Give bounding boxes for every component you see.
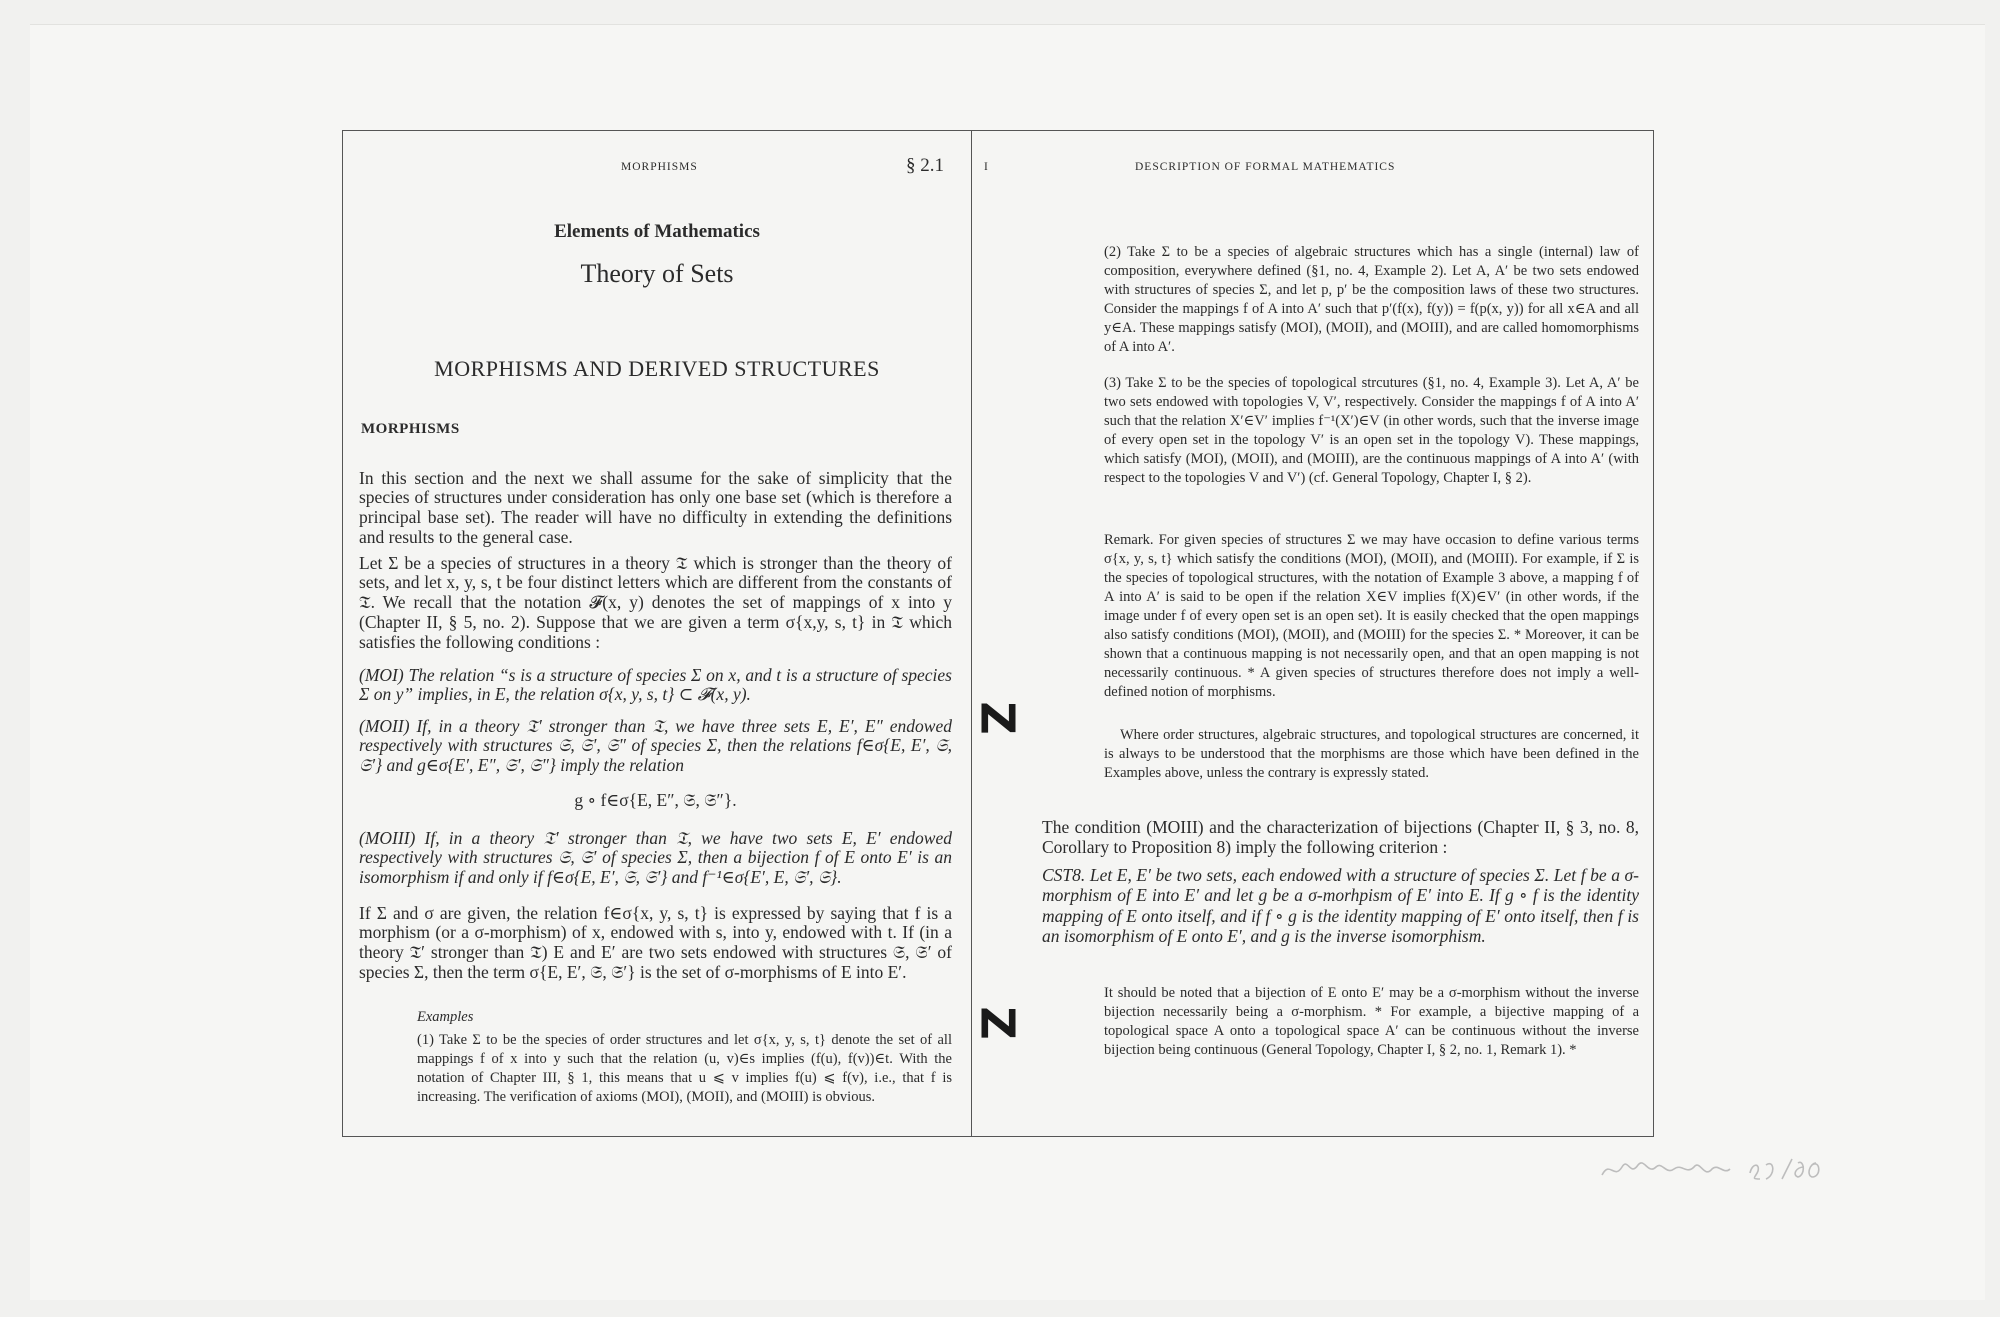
book-title: Elements of Mathematics bbox=[554, 221, 760, 242]
section-number: § 2.1 bbox=[906, 155, 944, 176]
right-running-head: DESCRIPTION OF FORMAL MATHEMATICS bbox=[1135, 161, 1396, 173]
example-2: (2) Take Σ to be a species of algebraic structures which has a single (internal) law of composition, everywhere defined (§1, no. 4, Example 2). Let A, A′ be two sets endowed with structures of species Σ, and let p, p′ be the composition laws of these two structures. Consider the mappings f of A into A′ such that p′(f(x), f(y)) = f(p(x, y)) for all x∈A and all y∈A. These mappings satisfy (MOI), (MOII), and (MOIII), and are called homomorphisms of A into A′. bbox=[1104, 243, 1639, 355]
chapter-heading: MORPHISMS AND DERIVED STRUCTURES bbox=[434, 356, 880, 381]
axiom-mo3: (MOIII) If, in a theory 𝔗′ stronger than 𝔗, we have two sets E, E′ endowed respectively with structures 𝔖, 𝔖′ of species Σ, then a bijection f of E onto E′ is an isomorphism if and only if f∈σ{E, E′, 𝔖, 𝔖′} and f⁻¹∈σ{E′, E, 𝔖′, 𝔖}. bbox=[359, 827, 952, 888]
example-3: (3) Take Σ to be the species of topological strcutures (§1, no. 4, Example 3). Let A, A′ be two sets endowed with topologies V, V′, respectively. Consider the mappings f of A into A′ such that the relation X′∈V′ implies f⁻¹(X′)∈V (in other words, such that the inverse image of every open set in the topology V′ is an open set in the topology V). These mappings, which satisfy (MOI), (MOII), and (MOIII), are the continuous mappings of A into A′ (with respect to the topologies V and V′) (cf. General Topology, Chapter I, § 2). bbox=[1104, 374, 1639, 486]
examples-heading: Examples bbox=[417, 1008, 474, 1025]
paragraph-intro: In this section and the next we shall assume for the sake of simplicity that the species of structures under consideration has only one base set (which is therefore a principal base set). The reader will have no difficulty in extending the definitions and results to the general case. bbox=[359, 467, 952, 547]
left-running-head: MORPHISMS bbox=[621, 161, 698, 173]
margin-mark-z-1: Z bbox=[970, 701, 1025, 735]
example-1: (1) Take Σ to be the species of order structures and let σ{x, y, s, t} denote the set of all mappings f of x into y such that the relation (u, v)∈s implies (f(u), f(v))∈t. With the notation of Chapter III, § 1, this means that u ⩽ v implies f(u) ⩽ f(v), i.e., that f is increasing. The verification of axioms (MOI), (MOII), and (MOIII) is obvious. bbox=[417, 1031, 952, 1105]
axiom-mo1: (MOI) The relation “s is a structure of species Σ on x, and t is a structure of species Σ on y” implies, in E, the relation σ{x, y, s, t} ⊂ 𝓕(x, y). bbox=[359, 664, 952, 705]
axiom-mo2-formula: g ∘ f∈σ{E, E″, 𝔖, 𝔖″}. bbox=[574, 789, 737, 810]
right-page bbox=[972, 131, 1653, 1136]
pencil-signature bbox=[1600, 1145, 1860, 1190]
left-page bbox=[343, 131, 971, 1136]
paragraph-morphism: If Σ and σ are given, the relation f∈σ{x, y, s, t} is expressed by saying that f is a morphism (or a σ-morphism) of x, endowed with s, into y, endowed with t. If (in a theory 𝔗′ stronger than 𝔗) E and E′ are two sets endowed with structures 𝔖, 𝔖′ of species Σ, then the term σ{E, E′, 𝔖, 𝔖′} is the set of σ-morphisms of E into E′. bbox=[359, 902, 952, 982]
book-spread bbox=[342, 130, 1654, 1137]
paragraph-definition: Let Σ be a species of structures in a theory 𝔗 which is stronger than the theory of sets, and let x, y, s, t be four distinct letters which are different from the constants of 𝔗. We recall that the notation 𝓕(x, y) denotes the set of mappings of x into y (Chapter II, § 5, no. 2). Suppose that we are given a term σ{x,y, s, t} in 𝔗 which satisfies the following conditions : bbox=[359, 552, 952, 652]
right-page-number: I bbox=[984, 161, 989, 173]
section-heading: MORPHISMS bbox=[361, 421, 460, 437]
condition-paragraph: The condition (MOIII) and the characterization of bijections (Chapter II, § 3, no. 8, Corollary to Proposition 8) imply the following criterion : bbox=[1042, 816, 1639, 857]
remark: Remark. For given species of structures Σ we may have occasion to define various terms σ{x, y, s, t} which satisfy the conditions (MOI), (MOII), and (MOIII). For example, if Σ is the species of topological structures, with the notation of Example 3 above, a mapping f of A into A′ is said to be open if the relation X∈V implies f(X)∈V′ (in other words, if the image under f of every open set is an open set). It is easily checked that the open mappings also satisfy conditions (MOI), (MOII), and (MOIII) for the species Σ. * Moreover, it can be shown that a continuous mapping is not necessarily open, and that an open mapping is not necessarily continuous. * A given species of structures therefore does not imply a well-defined notion of morphisms. bbox=[1104, 531, 1639, 701]
axiom-mo2: (MOII) If, in a theory 𝔗′ stronger than 𝔗, we have three sets E, E′, E″ endowed respectively with structures 𝔖, 𝔖′, 𝔖″ of species Σ, then the relations f∈σ{E, E′, 𝔖, 𝔖′} and g∈σ{E′, E″, 𝔖′, 𝔖″} imply the relation bbox=[359, 715, 952, 776]
margin-mark-z-2: Z bbox=[970, 1006, 1025, 1040]
remark-continuation: Where order structures, algebraic structures, and topological structures are concerned, it is always to be understood that the morphisms are those which have been defined in the Examples above, unless the contrary is expressly stated. bbox=[1104, 726, 1639, 781]
note-paragraph: It should be noted that a bijection of E onto E′ may be a σ-morphism without the inverse bijection necessarily being a σ-morphism. * For example, a bijective mapping of a topological space A onto a topological space A′ can be continuous without the inverse bijection being continuous (General Topology, Chapter I, § 2, no. 1, Remark 1). * bbox=[1104, 984, 1639, 1058]
criterion-cst8: CST8. Let E, E′ be two sets, each endowed with a structure of species Σ. Let f be a σ-morphism of E into E′ and let g be a σ-morhpism of E′ into E. If g ∘ f is the identity mapping of E onto itself, and if f ∘ g is the identity mapping of E′ onto itself, then f is an isomorphism of E onto E′, and g is the inverse isomorphism. bbox=[1042, 864, 1639, 946]
book-subtitle: Theory of Sets bbox=[580, 259, 734, 288]
